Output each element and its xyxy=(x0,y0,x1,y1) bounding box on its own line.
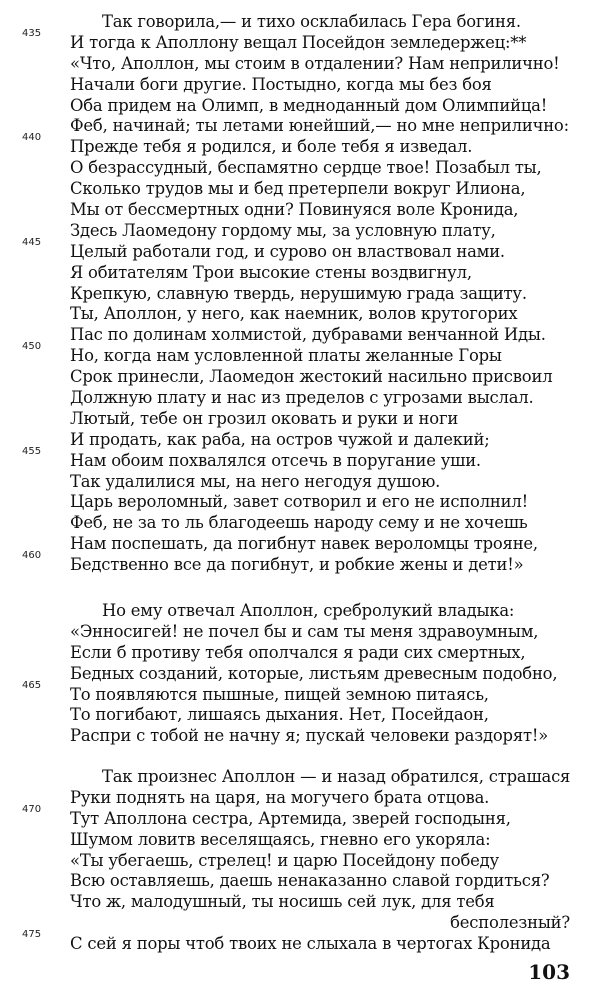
verse-line xyxy=(0,767,600,788)
verse-text: Шумом ловитв веселящаясь, гневно его укоряла: xyxy=(70,829,491,849)
verse-line xyxy=(0,913,600,934)
verse-line xyxy=(0,550,600,576)
line-number: 470 xyxy=(22,803,42,815)
line-number: 450 xyxy=(22,341,42,353)
verse-text: Прежде тебя я родился, и боле тебя я изведал. xyxy=(70,137,473,157)
verse-line xyxy=(0,75,600,96)
verse-line xyxy=(0,96,600,117)
verse-text: «Что, Аполлон, мы стоим в отдалении? Нам неприлично! xyxy=(70,53,560,73)
verse-text: Срок принесли, Лаомедон жестокий насильно присвоил xyxy=(70,367,553,387)
verse-text: Руки поднять на царя, на могучего брата отцова. xyxy=(70,787,490,807)
line-number: 460 xyxy=(22,550,42,562)
line-number: 435 xyxy=(22,27,42,39)
verse-text: Здесь Лаомедону гордому мы, за условную плату, xyxy=(70,220,496,240)
line-number: 445 xyxy=(22,236,42,248)
verse-text: Я обитателям Трои высокие стены воздвигнул, xyxy=(70,262,472,282)
line-number: 475 xyxy=(22,929,42,941)
verse-line xyxy=(0,534,600,555)
verse-line xyxy=(0,830,600,851)
verse-line xyxy=(0,622,600,643)
verse-text: С сей я поры чтоб твоих не слыхала в чертогах Кронида xyxy=(70,934,551,954)
verse-line xyxy=(0,341,600,367)
verse-text: Но, когда нам условленной платы желанные Горы xyxy=(70,346,502,366)
verse-text: Оба придем на Олимп, в медноданный дом Олимпийца! xyxy=(70,95,548,115)
verse-text: Крепкую, славную твердь, нерушимую града защиту. xyxy=(70,283,527,303)
stanza-2 xyxy=(0,601,600,747)
verse-line xyxy=(0,664,600,685)
verse-text: Нам обоим похвалялся отсечь в поругание уши. xyxy=(70,450,481,470)
verse-line xyxy=(0,726,600,747)
verse-line xyxy=(0,851,600,872)
verse-text: Всю оставляешь, даешь ненаказанно славой гордиться? xyxy=(70,871,550,891)
verse-line xyxy=(0,679,600,706)
verse-text: Если б противу тебя ополчался я ради сих смертных, xyxy=(70,642,526,662)
verse-text: бесполезный? xyxy=(450,913,570,933)
verse-line xyxy=(0,27,600,54)
verse-line xyxy=(0,472,600,493)
verse-line xyxy=(0,430,600,451)
verse-text: Но ему отвечал Аполлон, сребролукий владыка: xyxy=(102,601,515,620)
verse-line xyxy=(0,132,600,158)
verse-line xyxy=(0,179,600,200)
verse-line xyxy=(0,601,600,622)
verse-line xyxy=(0,54,600,75)
verse-text: Начали боги другие. Постыдно, когда мы без боя xyxy=(70,74,492,94)
verse-text: То появляются пышные, пищей земною питаясь, xyxy=(70,684,489,704)
page-number: 103 xyxy=(528,960,570,984)
verse-line xyxy=(0,892,600,913)
verse-text: Что ж, малодушный, ты носишь сей лук, для тебя xyxy=(70,892,495,912)
verse-line xyxy=(0,388,600,409)
verse-text: Так удалилися мы, на него негодуя душою. xyxy=(70,471,441,491)
verse-line xyxy=(0,200,600,221)
verse-text: Лютый, тебе он грозил оковать и руки и ноги xyxy=(70,408,459,428)
verse-text: И тогда к Аполлону вещал Посейдон земледержец:** xyxy=(70,32,527,52)
verse-line xyxy=(0,116,600,137)
verse-line xyxy=(0,284,600,305)
verse-text: Феб, начинай; ты летами юнейший,— но мне неприлично: xyxy=(70,116,569,136)
verse-line xyxy=(0,492,600,513)
verse-line xyxy=(0,263,600,284)
verse-text: «Ты убегаешь, стрелец! и царю Посейдону победу xyxy=(70,850,499,870)
verse-text: Так произнес Аполлон — и назад обратился, страшася xyxy=(102,767,571,786)
verse-text: Бедных созданий, которые, листьям древесным подобно, xyxy=(70,663,558,683)
verse-text: О безрассудный, беспамятно сердце твое! Позабыл ты, xyxy=(70,158,542,178)
verse-text: Должную плату и нас из пределов с угрозами выслал. xyxy=(70,388,534,408)
verse-line xyxy=(0,513,600,534)
verse-line xyxy=(0,705,600,726)
verse-text: И продать, как раба, на остров чужой и далекий; xyxy=(70,429,490,449)
verse-line xyxy=(0,325,600,346)
verse-text: Царь вероломный, завет сотворил и его не исполнил! xyxy=(70,492,528,512)
verse-line xyxy=(0,158,600,179)
verse-line xyxy=(0,236,600,263)
verse-text: «Энносигей! не почел бы и сам ты меня здравоумным, xyxy=(70,621,539,641)
verse-line xyxy=(0,367,600,388)
verse-text: Мы от бессмертных одни? Повинуяся воле Кронида, xyxy=(70,200,519,220)
verse-text: Распри с тобой не начну я; пускай человеки раздорят!» xyxy=(70,726,549,746)
stanza-3 xyxy=(0,767,600,955)
verse-text: То погибают, лишаясь дыхания. Нет, Посейдаон, xyxy=(70,705,489,725)
verse-text: Феб, не за то ль благодеешь народу сему и не хочешь xyxy=(70,513,528,533)
verse-line xyxy=(0,445,600,472)
verse-line xyxy=(0,12,600,33)
verse-line xyxy=(0,643,600,664)
verse-text: Целый работали год, и сурово он властвовал нами. xyxy=(70,241,505,261)
verse-line xyxy=(0,409,600,430)
verse-line xyxy=(0,803,600,830)
verse-text: Сколько трудов мы и бед претерпели вокруг Илиона, xyxy=(70,179,526,199)
verse-line xyxy=(0,221,600,242)
verse-text: Пас по долинам холмистой, дубравами венчанной Иды. xyxy=(70,325,546,345)
line-number: 440 xyxy=(22,132,42,144)
stanza-1 xyxy=(0,12,600,576)
verse-text: Бедственно все да погибнут, и робкие жены и дети!» xyxy=(70,555,524,575)
verse-text: Нам поспешать, да погибнут навек вероломцы трояне, xyxy=(70,534,538,554)
line-number: 455 xyxy=(22,445,42,457)
verse-line xyxy=(0,871,600,892)
verse-text: Тут Аполлона сестра, Артемида, зверей господыня, xyxy=(70,808,511,828)
verse-line xyxy=(0,929,600,955)
verse-line xyxy=(0,788,600,809)
verse-line xyxy=(0,304,600,325)
verse-text: Так говорила,— и тихо осклабилась Гера богиня. xyxy=(102,12,521,31)
line-number: 465 xyxy=(22,679,42,691)
verse-text: Ты, Аполлон, у него, как наемник, волов крутогорих xyxy=(70,304,518,324)
